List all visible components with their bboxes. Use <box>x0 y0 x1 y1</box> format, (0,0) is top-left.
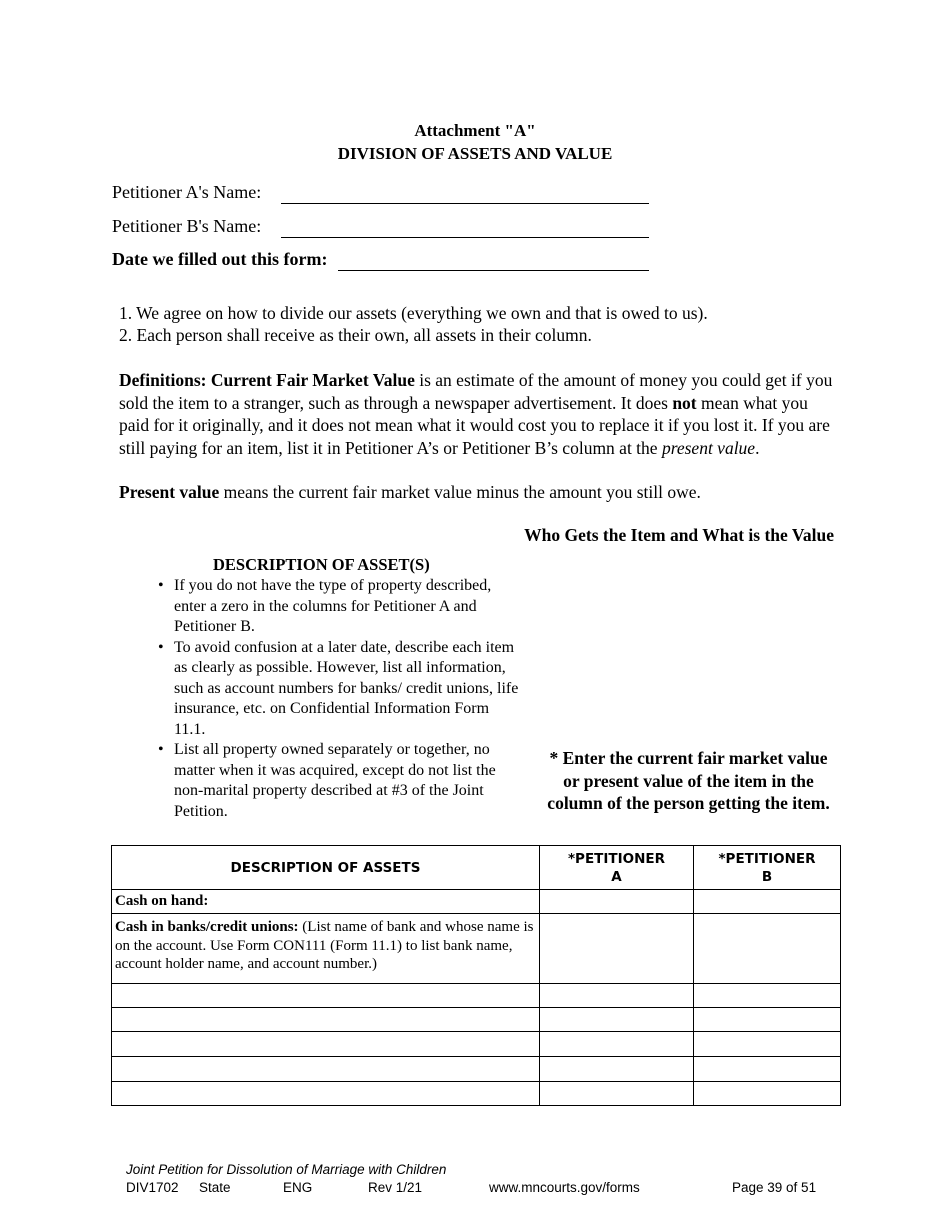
cash-in-banks-description <box>112 914 540 984</box>
cash-on-hand-a-cell[interactable] <box>540 890 694 914</box>
cash-on-hand-b-cell[interactable] <box>694 890 841 914</box>
table-header-row <box>112 846 841 890</box>
petitioner-a-value-cell[interactable] <box>540 1082 694 1106</box>
cash-in-banks-label: Cash in banks/credit unions: <box>115 919 299 935</box>
definitions-present-value: present value <box>661 437 756 458</box>
present-value-paragraph <box>119 481 835 504</box>
instruction-item: • List all property owned separately or together, no matter when it was acquired, except do not list the non-marital property described at #3 of the Joint Petition. <box>156 740 522 822</box>
petitioner-b-header-line2: B <box>761 868 773 885</box>
footer-form-code: DIV1702 <box>126 1180 179 1195</box>
footer-language: ENG <box>283 1180 313 1195</box>
definitions-paragraph <box>119 369 835 459</box>
asset-description-cell[interactable] <box>112 1082 540 1106</box>
present-value-text: means the current fair market value minus the amount you still owe. <box>219 482 701 502</box>
definitions-period: . <box>755 437 760 458</box>
table-row <box>112 1032 841 1057</box>
petitioner-b-header-line1: *PETITIONER <box>718 850 816 867</box>
form-subtitle: DIVISION OF ASSETS AND VALUE <box>337 144 613 163</box>
enter-value-note: * Enter the current fair market value or present value of the item in the column of the person getting the item. <box>547 748 830 813</box>
date-label: Date we filled out this form: <box>112 249 328 269</box>
table-row <box>112 1008 841 1032</box>
cash-in-banks-a-cell[interactable] <box>540 914 694 984</box>
agreement-item-2: 2. Each person shall receive as their own, all assets in their column. <box>119 325 592 345</box>
petitioner-a-header-line2: A <box>611 868 622 885</box>
definitions-text-2: mean what you paid for it originally, and it does not mean what it would cost you to replace it if you lost it. If you are still paying for an item, list it in Petitioner A’s or Petitioner B’s column at the <box>119 392 830 458</box>
footer-revision: Rev 1/21 <box>368 1180 423 1195</box>
table-row <box>112 914 841 984</box>
petitioner-a-value-cell[interactable] <box>540 1008 694 1032</box>
cash-in-banks-instructions: (List name of bank and whose name is on the account. Use Form CON111 (Form 11.1) to list bank name, account holder name, and account number.) <box>115 919 534 972</box>
petitioner-a-value-cell[interactable] <box>540 1032 694 1057</box>
petitioner-a-header-line1: *PETITIONER <box>567 850 666 867</box>
description-heading: DESCRIPTION OF ASSET(S) <box>213 555 430 574</box>
definitions-text-1: is an estimate of the amount of money you could get if you sold the item to a stranger, such as through a newspaper advertisement. It does <box>119 370 833 413</box>
footer-url[interactable]: www.mncourts.gov/forms <box>489 1180 640 1195</box>
petitioner-a-value-cell[interactable] <box>540 1057 694 1082</box>
petitioner-b-value-cell[interactable] <box>694 984 841 1008</box>
definitions-not: not <box>672 392 697 413</box>
asset-description-cell[interactable] <box>112 1032 540 1057</box>
cash-in-banks-b-cell[interactable] <box>694 914 841 984</box>
petitioner-b-label: Petitioner B's Name: <box>112 216 262 236</box>
petitioner-a-name-field[interactable] <box>281 203 649 204</box>
instruction-item: • If you do not have the type of property described, enter a zero in the columns for Petitioner A and Petitioner B. <box>156 576 522 638</box>
present-value-term: Present value <box>119 482 220 502</box>
petitioner-a-label: Petitioner A's Name: <box>112 182 262 202</box>
instruction-item: • To avoid confusion at a later date, describe each item as clearly as possible. However, list all information, such as account numbers for banks/ credit unions, life insurance, etc. on Confidential Information Form 11.1. <box>156 638 522 741</box>
table-row <box>112 1057 841 1082</box>
petitioner-b-column-header <box>694 846 841 890</box>
petitioner-b-value-cell[interactable] <box>694 1032 841 1057</box>
footer-form-title: Joint Petition for Dissolution of Marriage with Children <box>126 1162 447 1177</box>
asset-description-cell[interactable] <box>112 984 540 1008</box>
assets-table <box>111 845 841 1106</box>
date-field[interactable] <box>338 270 649 271</box>
who-gets-heading: Who Gets the Item and What is the Value <box>524 525 834 545</box>
table-row <box>112 984 841 1008</box>
form-title: Attachment "A" <box>414 121 536 140</box>
agreement-item-1: 1. We agree on how to divide our assets (everything we own and that is owed to us). <box>119 303 708 323</box>
asset-description-cell[interactable] <box>112 1057 540 1082</box>
petitioner-b-value-cell[interactable] <box>694 1082 841 1106</box>
instructions-list <box>156 576 522 822</box>
footer-page-number: Page 39 of 51 <box>732 1180 817 1195</box>
footer-state: State <box>199 1180 231 1195</box>
petitioner-b-value-cell[interactable] <box>694 1008 841 1032</box>
table-row <box>112 1082 841 1106</box>
table-row <box>112 890 841 914</box>
description-column-header: DESCRIPTION OF ASSETS <box>112 846 540 890</box>
asset-description-cell[interactable] <box>112 1008 540 1032</box>
petitioner-a-value-cell[interactable] <box>540 984 694 1008</box>
petitioner-b-name-field[interactable] <box>281 237 649 238</box>
petitioner-a-column-header <box>540 846 694 890</box>
cash-on-hand-label: Cash on hand: <box>112 890 540 914</box>
petitioner-b-value-cell[interactable] <box>694 1057 841 1082</box>
definitions-term: Definitions: Current Fair Market Value <box>119 370 415 390</box>
